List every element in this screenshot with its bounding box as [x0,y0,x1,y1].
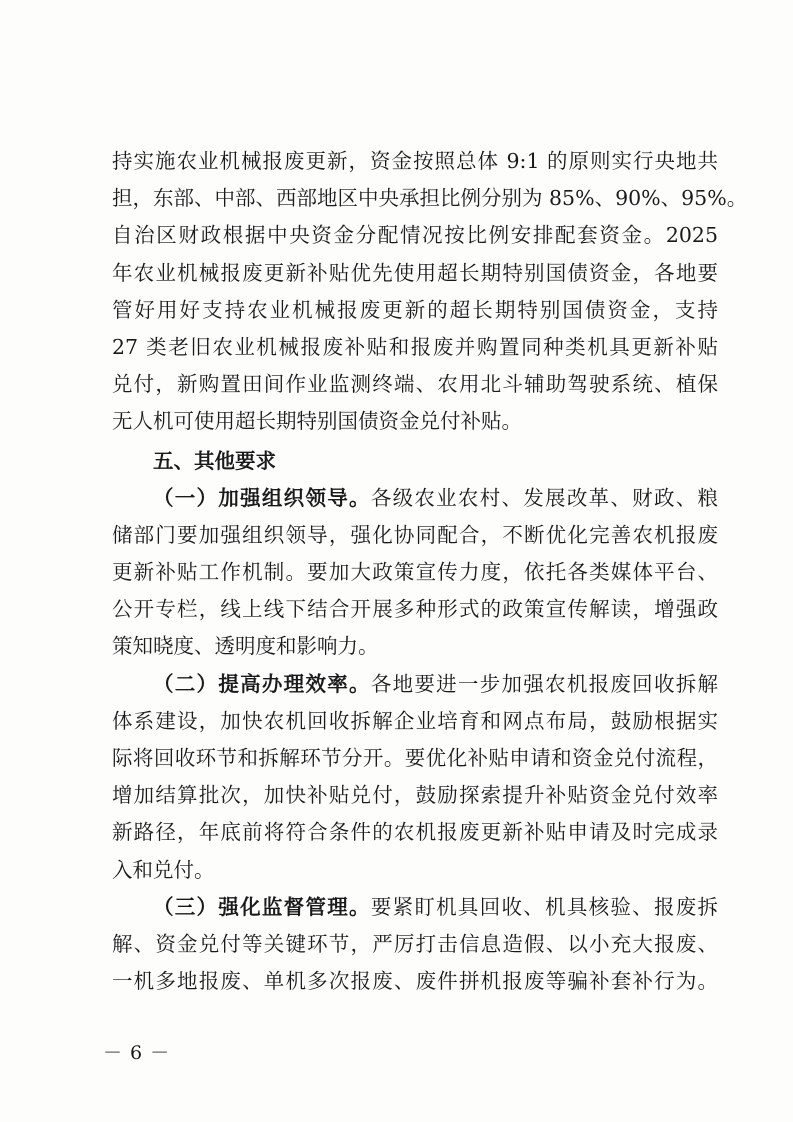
document-body [112,143,748,1000]
paragraph-line: 储部门要加强组织领导，强化协同配合，不断优化完善农机报废 [112,522,718,547]
paragraph-line: 管好用好支持农业机械报废更新的超长期特别国债资金，支持 [112,297,718,322]
item-first-line [112,480,718,517]
item-first-line [112,666,718,703]
item-title: （二）提高办理效率。 [153,671,371,696]
paragraph-line: 体系建设，加快农机回收拆解企业培育和网点布局，鼓励根据实 [112,708,718,733]
paragraph-line: 解、资金兑付等关键环节，严厉打击信息造假、以小充大报废、 [112,931,718,956]
paragraph-line: 增加结算批次，加快补贴兑付，鼓励探索提升补贴资金兑付效率 [112,783,718,808]
paragraph-line: 27 类老旧农业机械报废补贴和报废并购置同种类机具更新补贴 [112,334,718,359]
paragraph-line: 际将回收环节和拆解环节分开。要优化补贴申请和资金兑付流程， [112,746,718,770]
paragraph-line: 更新补贴工作机制。要加大政策宣传力度，依托各类媒体平台、 [112,560,718,585]
item-first-line [112,889,718,926]
section-heading: 五、其他要求 [153,448,276,473]
item-text: 各级农业农村、发展改革、财政、粮 [370,485,719,510]
paragraph-line: 年农业机械报废更新补贴优先使用超长期特别国债资金，各地要 [112,260,718,285]
paragraph-line: 无人机可使用超长期特别国债资金兑付补贴。 [112,409,522,434]
page-number: － 6 － [103,1042,171,1064]
paragraph-line: 公开专栏，线上线下结合开展多种形式的政策宣传解读，增强政 [112,597,718,622]
paragraph-line: 一机多地报废、单机多次报废、废件拼机报废等骗补套补行为。 [112,969,718,994]
paragraph-line: 入和兑付。 [112,857,215,882]
paragraph-line: 兑付，新购置田间作业监测终端、农用北斗辅助驾驶系统、植保 [112,372,718,397]
paragraph-line: 策知晓度、透明度和影响力。 [112,634,379,659]
paragraph-line: 自治区财政根据中央资金分配情况按比例安排配套资金。2025 [112,223,718,248]
item-title: （一）加强组织领导。 [153,485,371,510]
item-title: （三）强化监督管理。 [153,894,371,919]
paragraph-line: 新路径，年底前将符合条件的农机报废更新补贴申请及时完成录 [112,820,718,845]
item-text: 各地要进一步加强农机报废回收拆解 [370,671,719,696]
paragraph-line: 持实施农业机械报废更新，资金按照总体 9:1 的原则实行央地共 [112,149,718,173]
paragraph-line: 担，东部、中部、西部地区中央承担比例分别为 85%、90%、95%。 [112,186,748,211]
item-text: 要紧盯机具回收、机具核验、报废拆 [370,894,719,919]
